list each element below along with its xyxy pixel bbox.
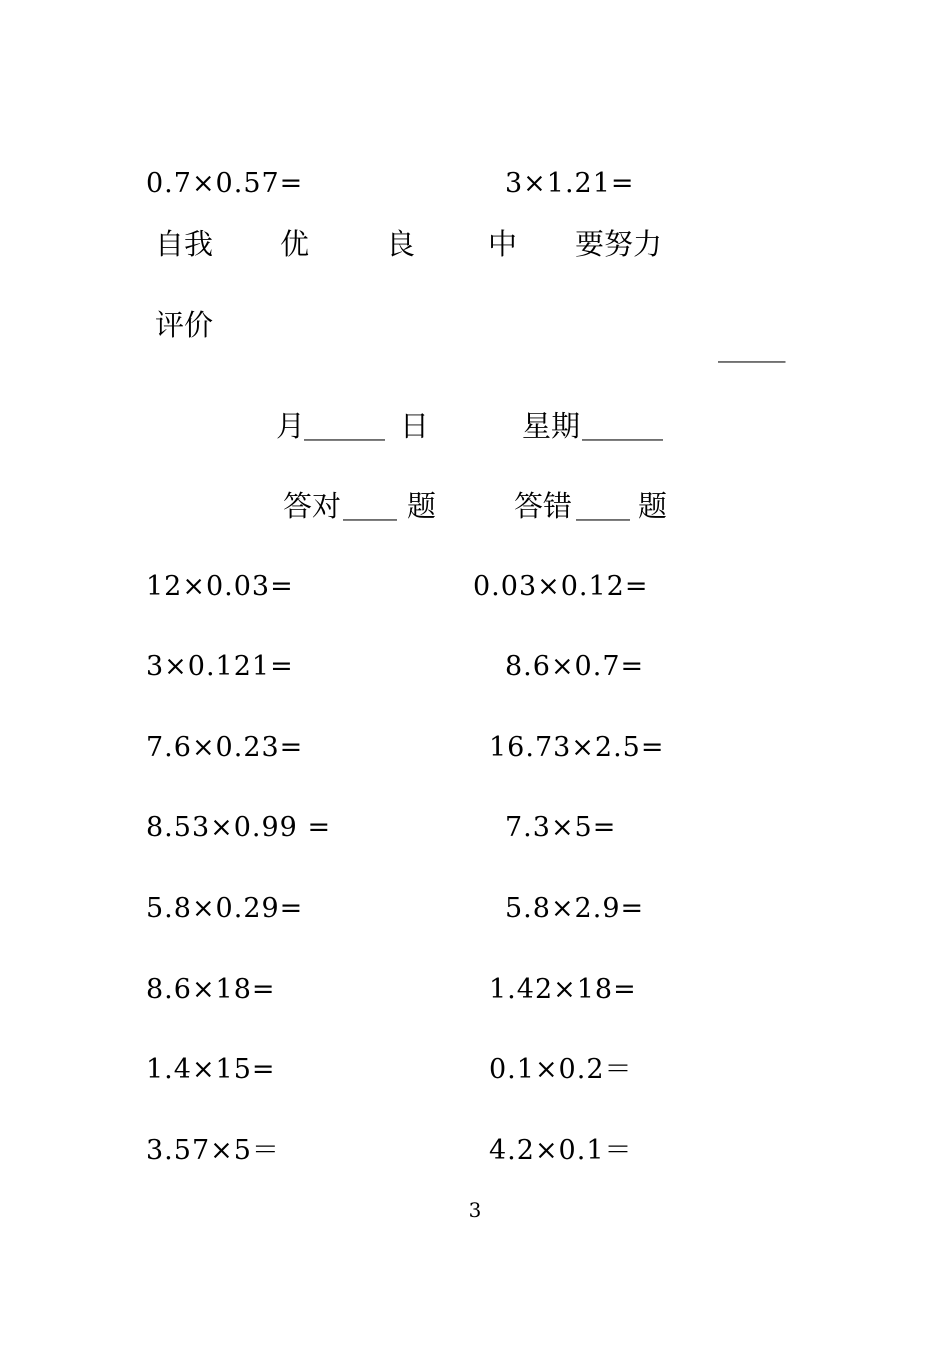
month-label: 月 bbox=[276, 409, 306, 443]
wrong-label: 答错 bbox=[514, 489, 573, 523]
problem-6-left: 8.6×18= bbox=[146, 974, 276, 1005]
problem-3-right: 16.73×2.5= bbox=[489, 732, 665, 763]
top-problem-right: 3×1.21= bbox=[505, 168, 635, 199]
problem-6-right: 1.42×18= bbox=[489, 974, 637, 1005]
problem-2-left: 3×0.121= bbox=[146, 651, 294, 682]
correct-blank: ____ bbox=[343, 490, 397, 521]
grade-excellent: 优 bbox=[280, 227, 310, 261]
grade-average: 中 bbox=[488, 227, 518, 261]
day-label: 日 bbox=[400, 409, 430, 443]
top-problem-left: 0.7×0.57= bbox=[146, 168, 304, 199]
problem-2-right: 8.6×0.7= bbox=[505, 651, 645, 682]
problem-5-right: 5.8×2.9= bbox=[505, 893, 645, 924]
problem-5-left: 5.8×0.29= bbox=[146, 893, 304, 924]
grade-good: 良 bbox=[386, 227, 416, 261]
weekday-blank: ______ bbox=[582, 410, 663, 441]
problem-7-left: 1.4×15= bbox=[146, 1054, 276, 1085]
problem-1-right: 0.03×0.12= bbox=[473, 571, 649, 602]
problem-8-right: 4.2×0.1＝ bbox=[489, 1135, 633, 1166]
problem-8-left: 3.57×5＝ bbox=[146, 1135, 280, 1166]
trailing-blank: _____ bbox=[718, 332, 786, 363]
month-blank: ______ bbox=[304, 410, 385, 441]
problem-3-left: 7.6×0.23= bbox=[146, 732, 304, 763]
page-number: 3 bbox=[468, 1198, 482, 1222]
problem-4-right: 7.3×5= bbox=[505, 812, 617, 843]
wrong-suffix: 题 bbox=[638, 489, 668, 523]
wrong-blank: ____ bbox=[576, 490, 630, 521]
problem-7-right: 0.1×0.2＝ bbox=[489, 1054, 633, 1085]
self-evaluation-label-line2: 评价 bbox=[155, 308, 214, 342]
correct-label: 答对 bbox=[283, 489, 342, 523]
self-evaluation-label-line1: 自我 bbox=[155, 227, 214, 261]
grade-needs-effort: 要努力 bbox=[575, 227, 663, 261]
problem-4-left: 8.53×0.99 = bbox=[146, 812, 332, 843]
weekday-label: 星期 bbox=[522, 409, 581, 443]
correct-suffix: 题 bbox=[407, 489, 437, 523]
problem-1-left: 12×0.03= bbox=[146, 571, 294, 602]
